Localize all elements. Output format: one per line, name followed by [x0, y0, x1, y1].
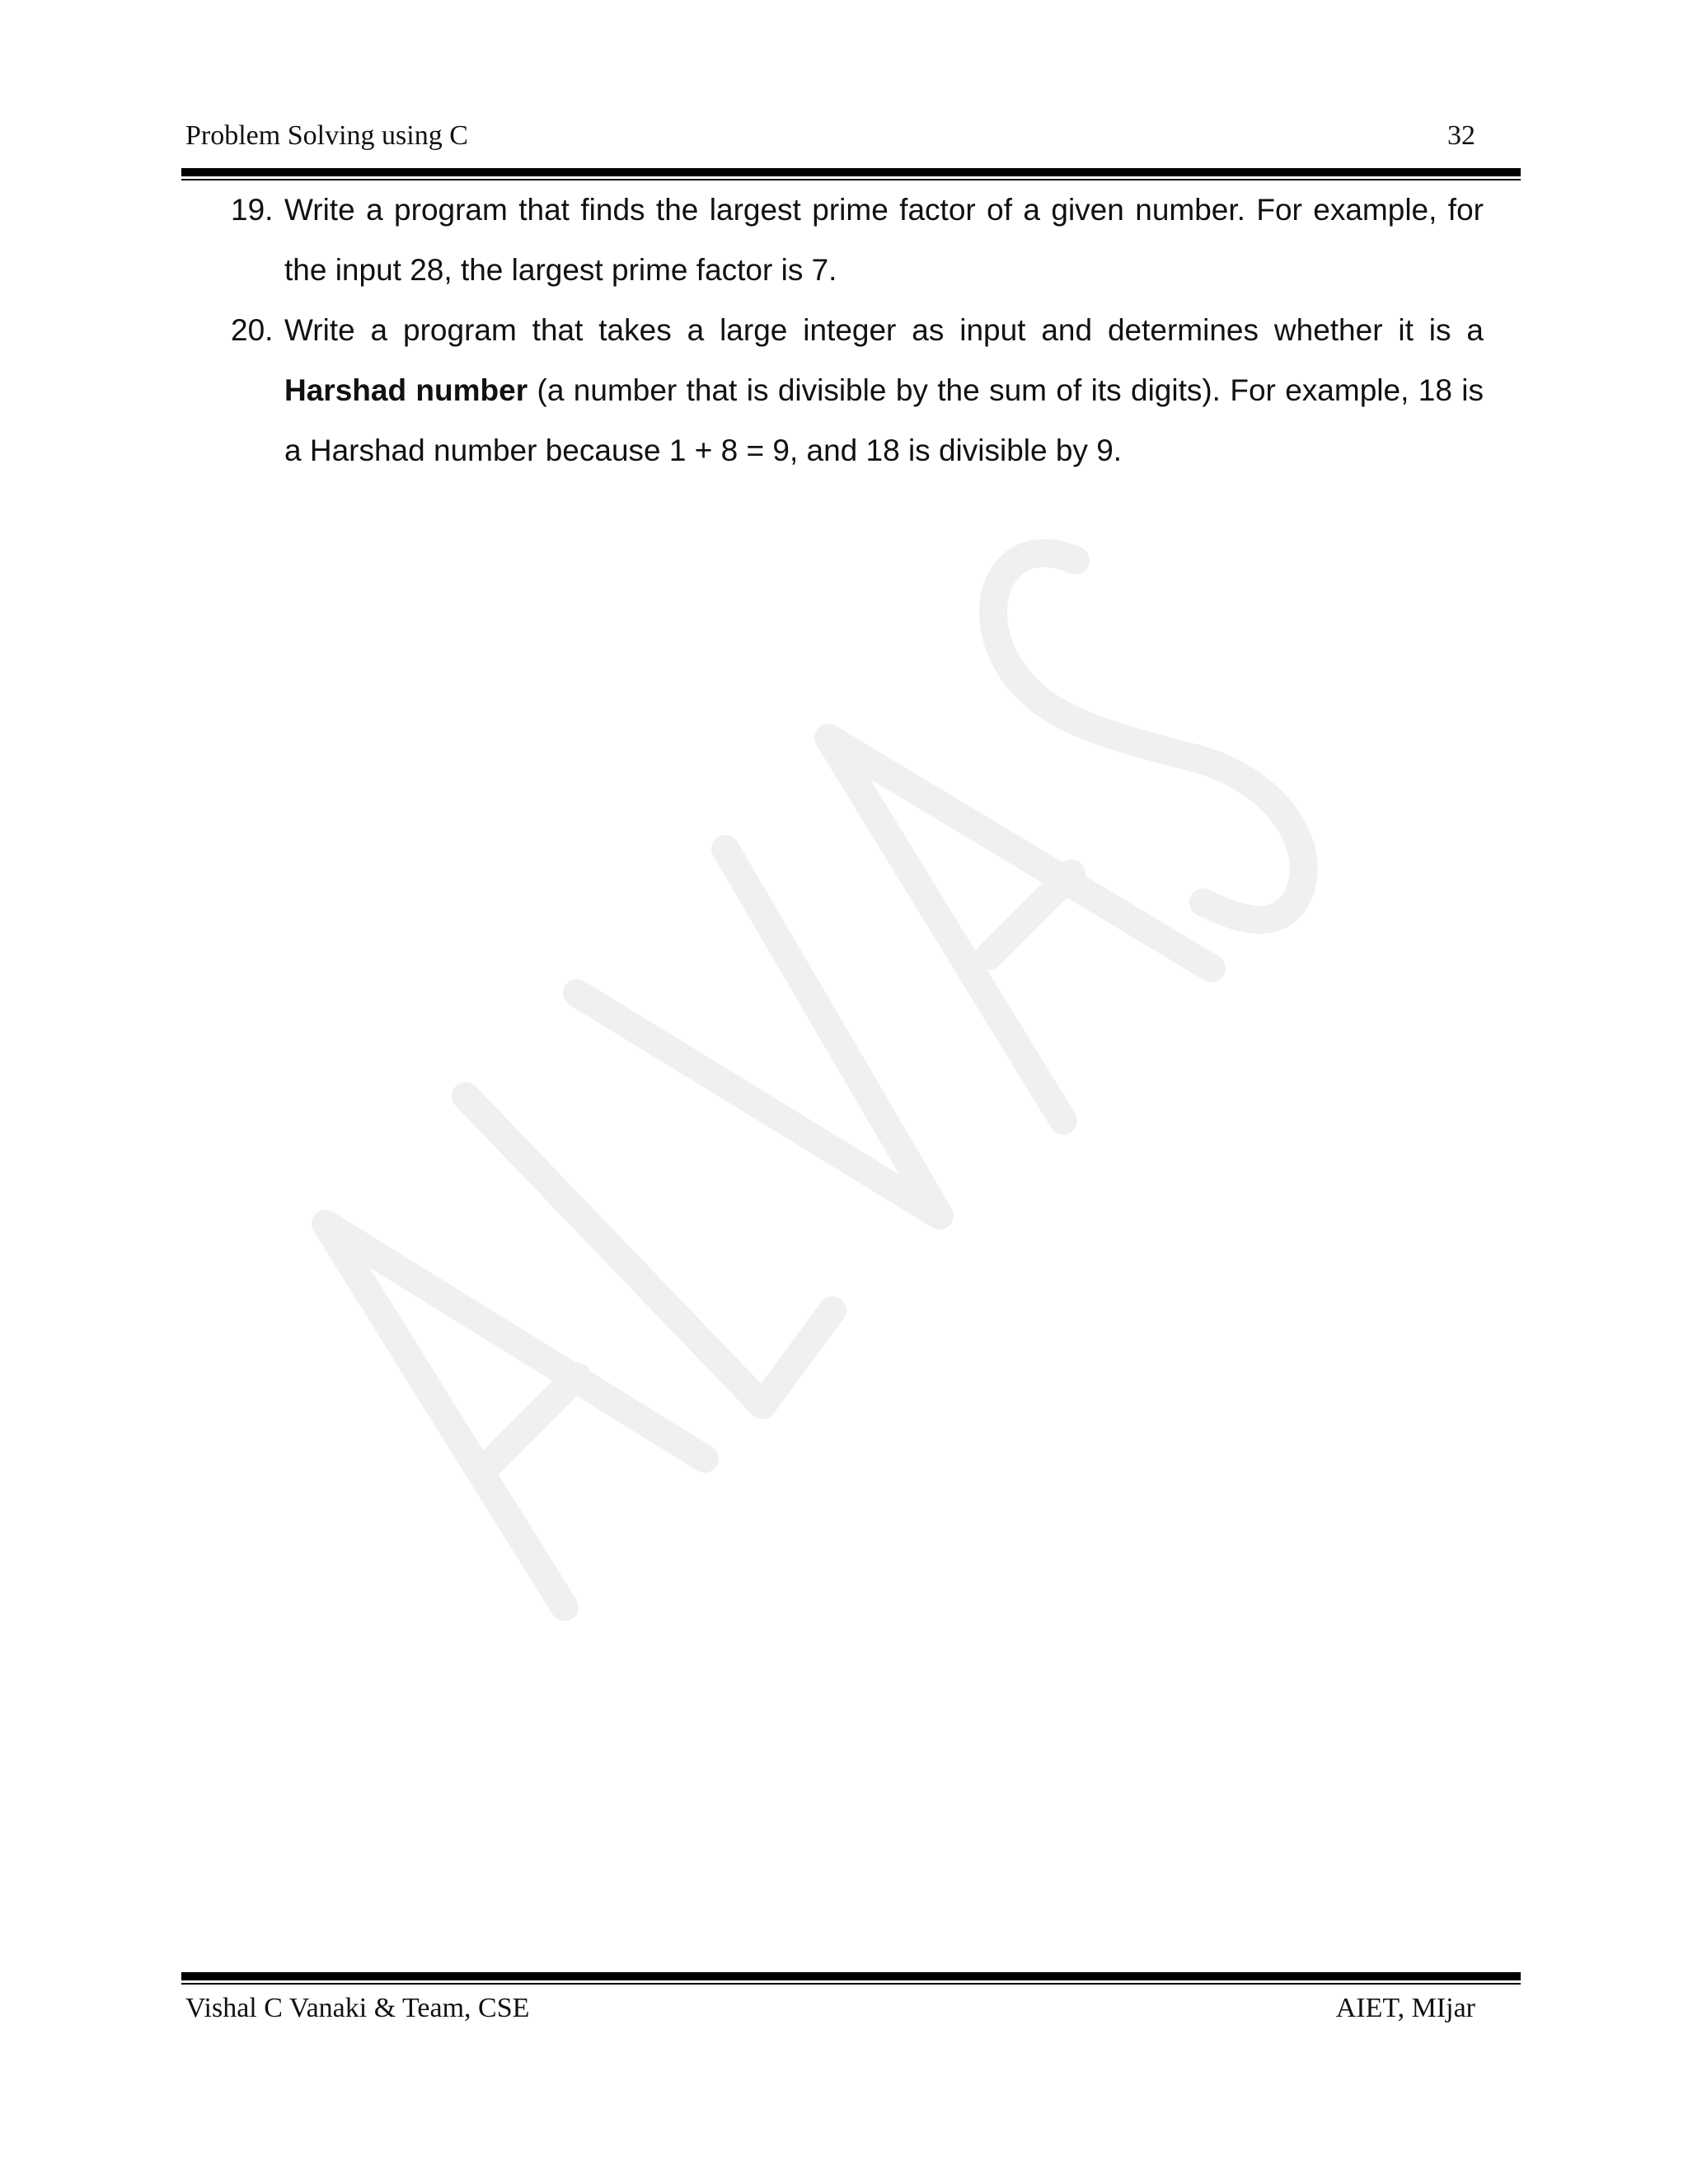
page-footer: [185, 1993, 1475, 2034]
harshad-number-term: Harshad number: [284, 373, 528, 407]
course-title: Problem Solving using C: [185, 120, 468, 151]
watermark-letter-l: [466, 1096, 832, 1405]
footer-authors: Vishal C Vanaki & Team, CSE: [185, 1993, 530, 2023]
header-rule: [181, 168, 1521, 180]
watermark-letter-a2: [828, 738, 1212, 1121]
question-text: Write a program that finds the largest prime factor of a given number. For example, for the input 28, the largest prime factor is 7.: [284, 193, 1484, 287]
watermark-letter-a: [326, 1224, 705, 1607]
page-header: [185, 120, 1475, 162]
watermark-letter-v: [577, 849, 940, 1216]
footer-rule: [181, 1972, 1521, 1985]
footer-institution: AIET, MIjar: [1335, 1993, 1475, 2023]
question-text: [284, 300, 1484, 480]
question-list: [231, 180, 1484, 480]
question-20: [231, 300, 1484, 480]
question-text-before: Write a program that takes a large integer as input and determines whether it is a: [284, 313, 1484, 347]
question-text-after: (a number that is divisible by the sum of its digits). For example, 18 is a Harshad number because 1 + 8 = 9, and 18 is divisible by 9.: [284, 373, 1484, 467]
page-number: 32: [1447, 120, 1475, 151]
question-19: [231, 180, 1484, 300]
question-number: 19.: [231, 193, 274, 227]
watermark-letter-s: [993, 553, 1304, 920]
question-number: 20.: [231, 313, 274, 347]
